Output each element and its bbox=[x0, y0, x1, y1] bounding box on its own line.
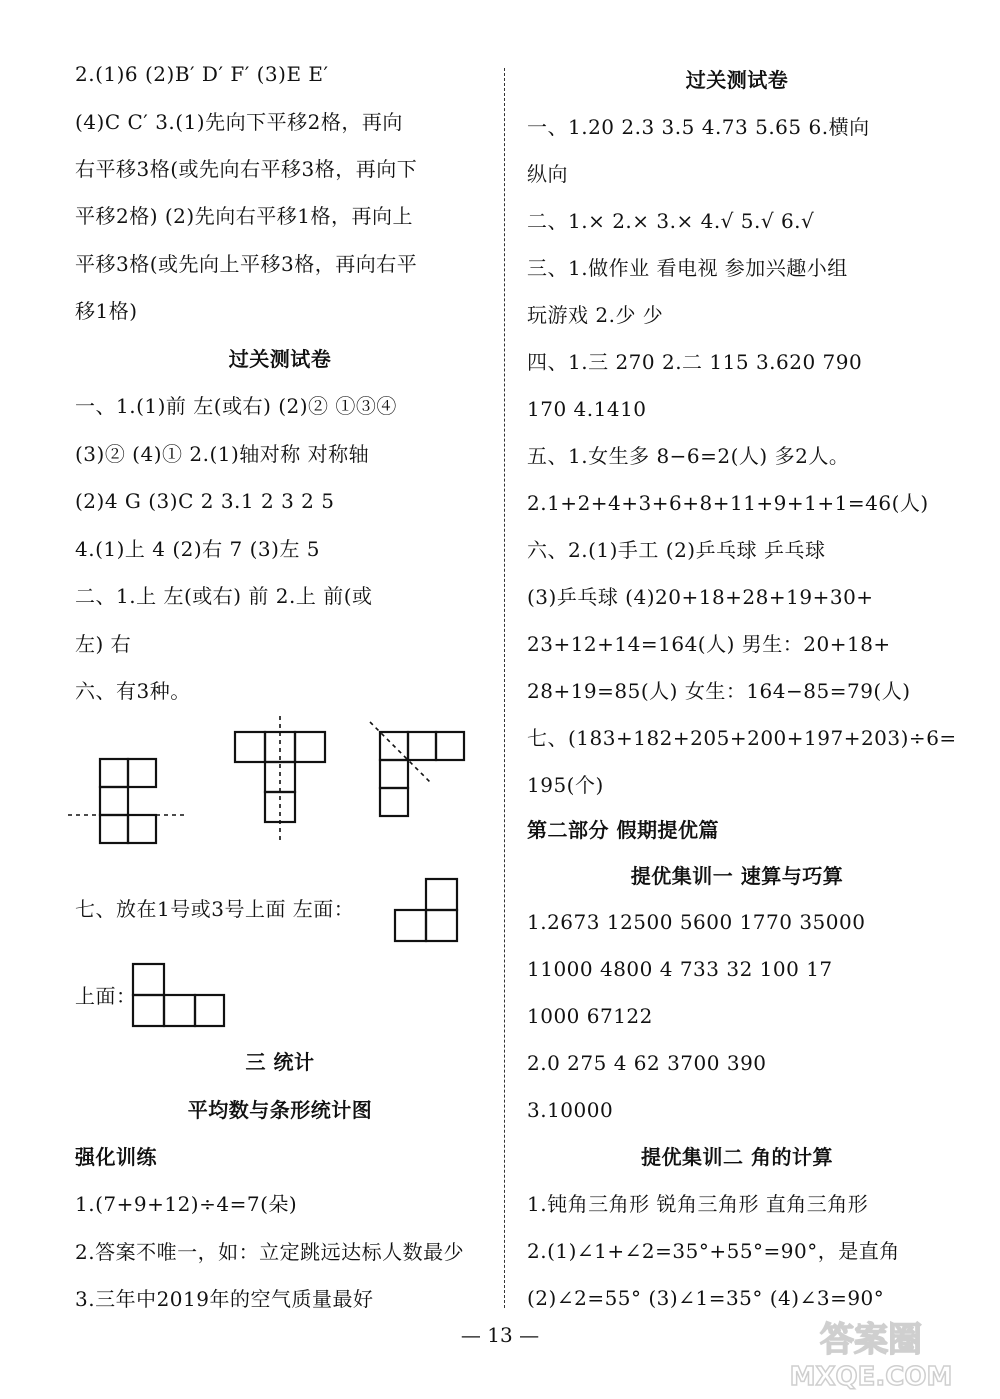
shape-diagram-2 bbox=[225, 712, 350, 852]
answer-line: (3)乒乓球 (4)20+18+28+19+30+ bbox=[527, 585, 874, 609]
page-number: — 13 — bbox=[460, 1323, 540, 1347]
answer-line: 2.(1)6 (2)B′ D′ F′ (3)E E′ bbox=[75, 62, 329, 86]
answer-line: 移1格) bbox=[75, 299, 138, 323]
answer-line: (2)4 G (3)C 2 3.1 2 3 2 5 bbox=[75, 489, 335, 513]
answer-line: 五、1.女生多 8−6=2(人) 多2人。 bbox=[527, 444, 850, 468]
answer-line: 七、(183+182+205+200+197+203)÷6= bbox=[527, 726, 957, 750]
answer-line: 3.10000 bbox=[527, 1098, 614, 1122]
shape-diagram-1 bbox=[68, 735, 193, 855]
answer-line: (4)C C′ 3.(1)先向下平移2格，再向 bbox=[75, 110, 403, 134]
answer-line: 2.答案不唯一，如：立定跳远达标人数最少 bbox=[75, 1240, 465, 1264]
answer-line: 3.三年中2019年的空气质量最好 bbox=[75, 1287, 374, 1311]
sub-heading: 平均数与条形统计图 bbox=[187, 1098, 373, 1122]
answer-line: 平移2格) (2)先向右平移1格，再向上 bbox=[75, 204, 413, 228]
answer-line: 左) 右 bbox=[75, 632, 132, 656]
section-heading: 过关测试卷 bbox=[228, 347, 332, 371]
answer-line: 1.2673 12500 5600 1770 35000 bbox=[527, 910, 866, 934]
answer-line: 170 4.1410 bbox=[527, 397, 647, 421]
answer-line: 一、1.(1)前 左(或右) (2)② ①③④ bbox=[75, 394, 397, 418]
answer-line: 纵向 bbox=[527, 162, 568, 186]
sub-heading: 提优集训二 角的计算 bbox=[641, 1145, 833, 1169]
section-heading: 三 统计 bbox=[245, 1050, 315, 1074]
watermark-logo bbox=[756, 1309, 986, 1393]
section-heading: 过关测试卷 bbox=[685, 68, 789, 92]
answer-line: 上面： bbox=[75, 984, 137, 1008]
answer-line: 2.1+2+4+3+6+8+11+9+1+1=46(人) bbox=[527, 491, 929, 515]
training-label: 强化训练 bbox=[75, 1145, 157, 1169]
left-view-diagram bbox=[390, 876, 465, 946]
answer-line: 七、放在1号或3号上面 左面： bbox=[75, 897, 355, 921]
answer-line: 11000 4800 4 733 32 100 17 bbox=[527, 957, 833, 981]
answer-line: 玩游戏 2.少 少 bbox=[527, 303, 664, 327]
part-heading: 第二部分 假期提优篇 bbox=[527, 818, 719, 842]
answer-line: 1.钝角三角形 锐角三角形 直角三角形 bbox=[527, 1192, 869, 1216]
answer-line: 4.(1)上 4 (2)右 7 (3)左 5 bbox=[75, 537, 321, 561]
shape-diagram-3 bbox=[360, 712, 490, 852]
answer-line: 2.(1)∠1+∠2=35°+55°=90°，是直角 bbox=[527, 1239, 900, 1263]
sub-heading: 提优集训一 速算与巧算 bbox=[630, 864, 844, 888]
answer-line: 右平移3格(或先向右平移3格，再向下 bbox=[75, 157, 418, 181]
watermark-line1: 答案圈 bbox=[820, 1320, 922, 1360]
answer-line: 28+19=85(人) 女生：164−85=79(人) bbox=[527, 679, 911, 703]
watermark-line2: MXQE.COM bbox=[789, 1362, 953, 1392]
answer-line: 1.(7+9+12)÷4=7(朵) bbox=[75, 1192, 298, 1216]
answer-line: 二、1.× 2.× 3.× 4.√ 5.√ 6.√ bbox=[527, 209, 815, 233]
answer-line: (2)∠2=55° (3)∠1=35° (4)∠3=90° bbox=[527, 1286, 885, 1310]
answer-line: 四、1.三 270 2.二 115 3.620 790 bbox=[527, 350, 863, 374]
answer-line: 二、1.上 左(或右) 前 2.上 前(或 bbox=[75, 584, 373, 608]
answer-line: 平移3格(或先向上平移3格，再向右平 bbox=[75, 252, 418, 276]
answer-line: 一、1.20 2.3 3.5 4.73 5.65 6.横向 bbox=[527, 115, 870, 139]
column-divider bbox=[504, 68, 505, 1308]
answer-line: 六、2.(1)手工 (2)乒乓球 乒乓球 bbox=[527, 538, 826, 562]
answer-line: 195(个) bbox=[527, 773, 604, 797]
answer-line: 1000 67122 bbox=[527, 1004, 653, 1028]
answer-line: (3)② (4)① 2.(1)轴对称 对称轴 bbox=[75, 442, 370, 466]
answer-line: 2.0 275 4 62 3700 390 bbox=[527, 1051, 767, 1075]
answer-line: 23+12+14=164(人) 男生：20+18+ bbox=[527, 632, 891, 656]
answer-line: 三、1.做作业 看电视 参加兴趣小组 bbox=[527, 256, 848, 280]
answer-line: 六、有3种。 bbox=[75, 679, 191, 703]
top-view-diagram bbox=[129, 962, 229, 1030]
